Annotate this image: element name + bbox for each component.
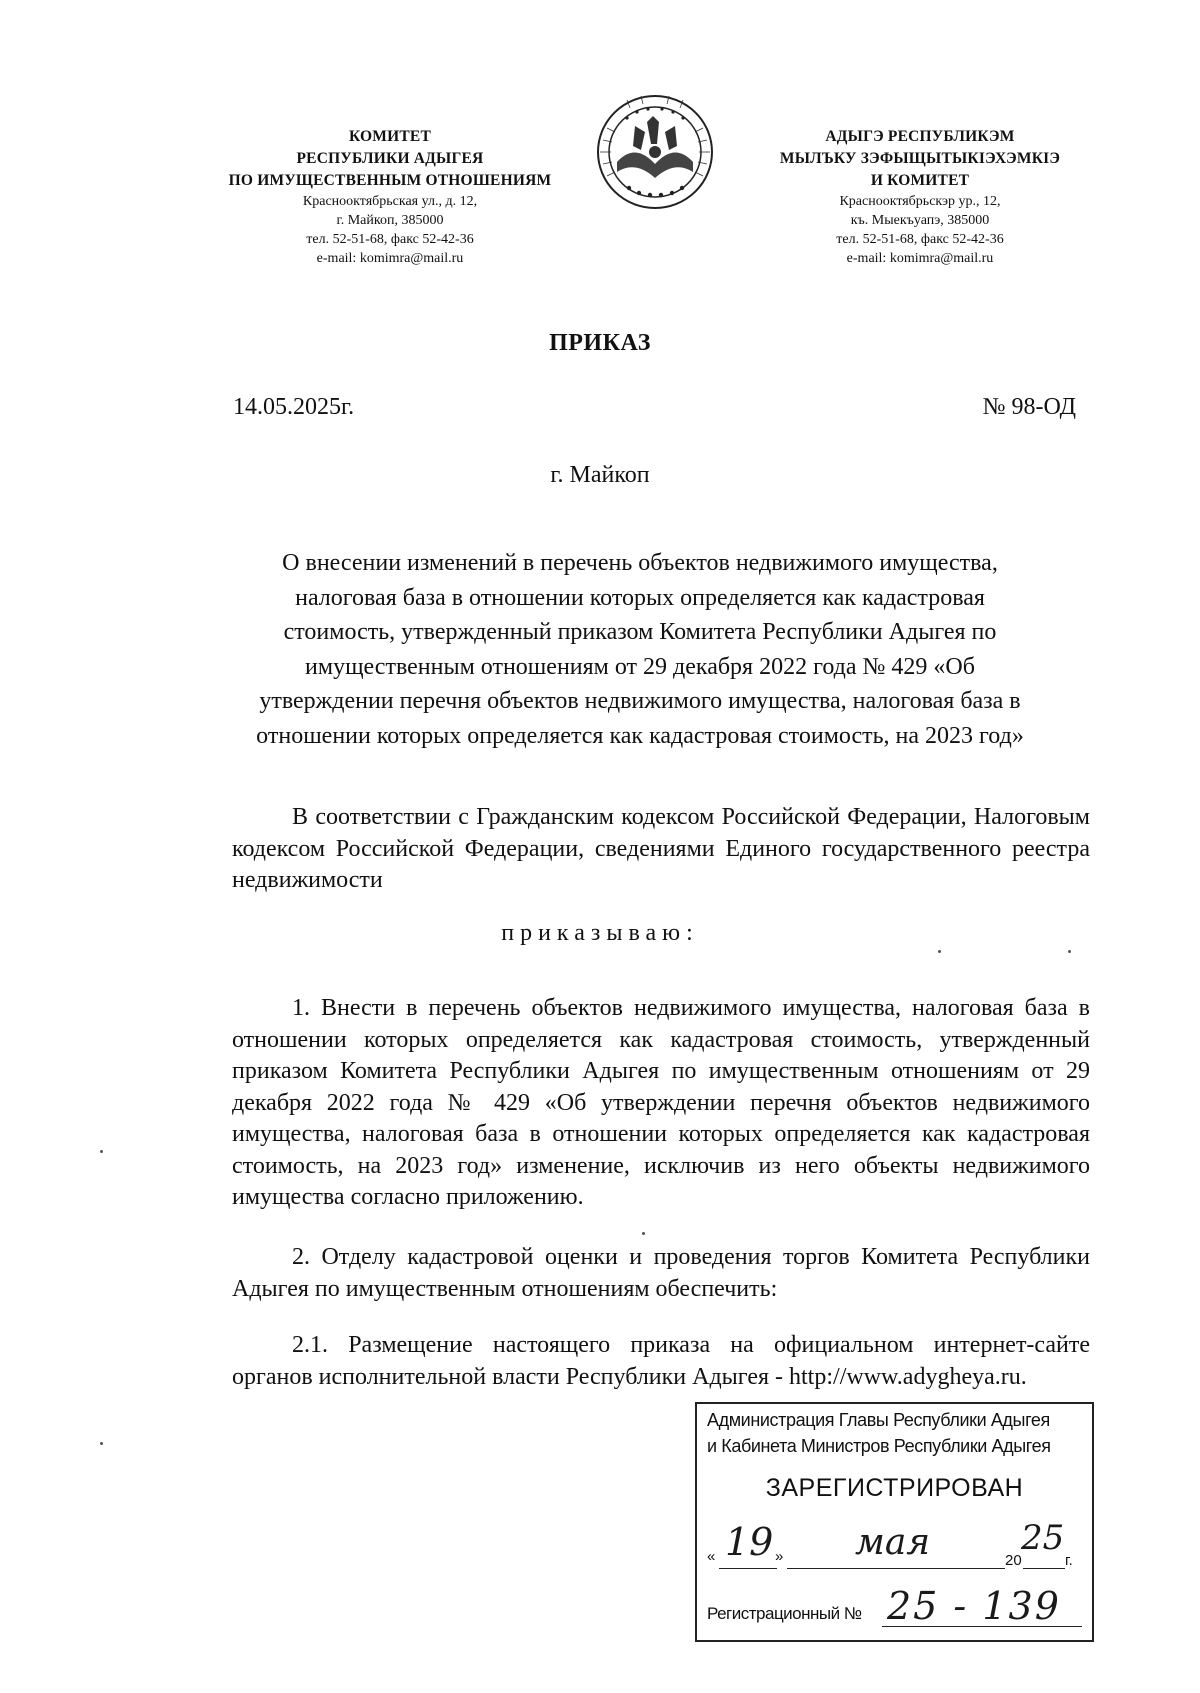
stamp-quote-open: « xyxy=(707,1548,716,1565)
header-left-email: e-mail: komimra@mail.ru xyxy=(316,251,464,266)
coat-of-arms-icon xyxy=(595,92,715,212)
stamp-number-row xyxy=(707,1584,1087,1632)
subject-line: имущественным отношениям от 29 декабря 2022 года № 429 «Об xyxy=(305,653,975,680)
document-city: г. Майкоп xyxy=(550,462,650,488)
scan-dot xyxy=(938,950,941,953)
stamp-month: мая xyxy=(855,1522,931,1563)
header-right-address1: Краснооктябрьскэр ур., 12, xyxy=(839,194,1001,209)
subject-line: О внесении изменений в перечень объектов недвижимого имущества, xyxy=(282,550,998,576)
document-number: № 98-ОД xyxy=(982,394,1076,420)
subject-line: стоимость, утвержденный приказом Комитета Республики Адыгея по xyxy=(283,619,997,645)
header-left-address2: г. Майкоп, 385000 xyxy=(336,213,444,228)
stamp-year-suffix: 25 xyxy=(1021,1518,1065,1558)
stamp-year-mark: г. xyxy=(1065,1552,1073,1569)
subject-line: утверждении перечня объектов недвижимого имущества, налоговая база в xyxy=(259,688,1021,714)
header-right xyxy=(760,126,1080,268)
preamble-paragraph xyxy=(232,802,1090,897)
stamp-day-line xyxy=(719,1568,777,1569)
stamp-year-prefix: 20 xyxy=(1005,1552,1022,1569)
item-2-paragraph xyxy=(232,1242,1090,1305)
header-right-line1: АДЫГЭ РЕСПУБЛИКЭМ xyxy=(825,128,1015,145)
order-word: приказываю: xyxy=(501,920,699,946)
item-2-1-text: 2.1. Размещение настоящего приказа на официальном интернет-сайте органов исполнительной власти Республики Адыгея - http://www.adygheya.ru. xyxy=(232,1332,1090,1390)
item-2-1-paragraph xyxy=(232,1330,1090,1393)
item-1-text: 1. Внести в перечень объектов недвижимого имущества, налоговая база в отношении которых определяется как кадастровая стоимость, утвержденный приказом Комитета Республики Адыгея по имущественным отношениям от 29 декабря 2022 года № 429 «Об утверждении перечня объектов недвижимого имущества, налоговая база в отношении которых определяется как кадастровая стоимость, на 2023 год» изменение, исключив из него объекты недвижимого имущества согласно приложению. xyxy=(232,995,1090,1210)
item-2-text: 2. Отделу кадастровой оценки и проведения торгов Комитета Республики Адыгея по имущественным отношениям обеспечить: xyxy=(232,1244,1090,1302)
header-left-address1: Краснооктябрьская ул., д. 12, xyxy=(302,194,478,209)
header-right-address2: къ. Мыекъуапэ, 385000 xyxy=(850,213,990,228)
stamp-date-row xyxy=(705,1518,1085,1578)
header-left-line2: РЕСПУБЛИКИ АДЫГЕЯ xyxy=(296,150,484,167)
header-left-line1: КОМИТЕТ xyxy=(348,128,431,145)
header-right-email: e-mail: komimra@mail.ru xyxy=(846,251,994,266)
subject-line: налоговая база в отношении которых определяется как кадастровая xyxy=(295,584,985,611)
scan-dot xyxy=(100,1442,103,1445)
stamp-reg-number: 25 - 139 xyxy=(887,1584,1061,1628)
header-left-phone: тел. 52-51-68, факс 52-42-36 xyxy=(306,232,474,247)
document-date: 14.05.2025г. xyxy=(233,394,355,420)
scan-dot xyxy=(642,1232,645,1235)
stamp-reg-line xyxy=(882,1626,1082,1627)
subject-line: отношении которых определяется как кадастровая стоимость, на 2023 год» xyxy=(256,722,1024,749)
stamp-month-line xyxy=(787,1568,1005,1569)
stamp-reg-label: Регистрационный № xyxy=(707,1604,862,1623)
preamble-text: В соответствии с Гражданским кодексом Российской Федерации, Налоговым кодексом Российской Федерации, сведениями Единого государственного реестра недвижимости xyxy=(232,804,1090,893)
header-right-line3: И КОМИТЕТ xyxy=(870,172,970,189)
registration-stamp xyxy=(695,1402,1094,1642)
document-subject xyxy=(200,546,1080,753)
stamp-line1: Администрация Главы Республики Адыгея xyxy=(707,1410,1050,1430)
header-right-line2: МЫЛЪКУ ЗЭФЫЩЫТЫКІЭХЭМКІЭ xyxy=(779,150,1061,167)
stamp-year-line xyxy=(1023,1568,1065,1569)
stamp-day: 19 xyxy=(725,1520,774,1564)
document-title: ПРИКАЗ xyxy=(549,330,651,356)
header-left xyxy=(190,126,590,268)
stamp-quote-close: » xyxy=(775,1548,784,1565)
header-left-line3: ПО ИМУЩЕСТВЕННЫМ ОТНОШЕНИЯМ xyxy=(228,172,552,189)
item-1-paragraph xyxy=(232,993,1090,1214)
header-right-phone: тел. 52-51-68, факс 52-42-36 xyxy=(836,232,1004,247)
stamp-line2: и Кабинета Министров Республики Адыгея xyxy=(707,1436,1051,1456)
scan-dot xyxy=(1068,950,1071,953)
scan-dot xyxy=(100,1150,103,1153)
stamp-registered: ЗАРЕГИСТРИРОВАН xyxy=(765,1474,1024,1502)
